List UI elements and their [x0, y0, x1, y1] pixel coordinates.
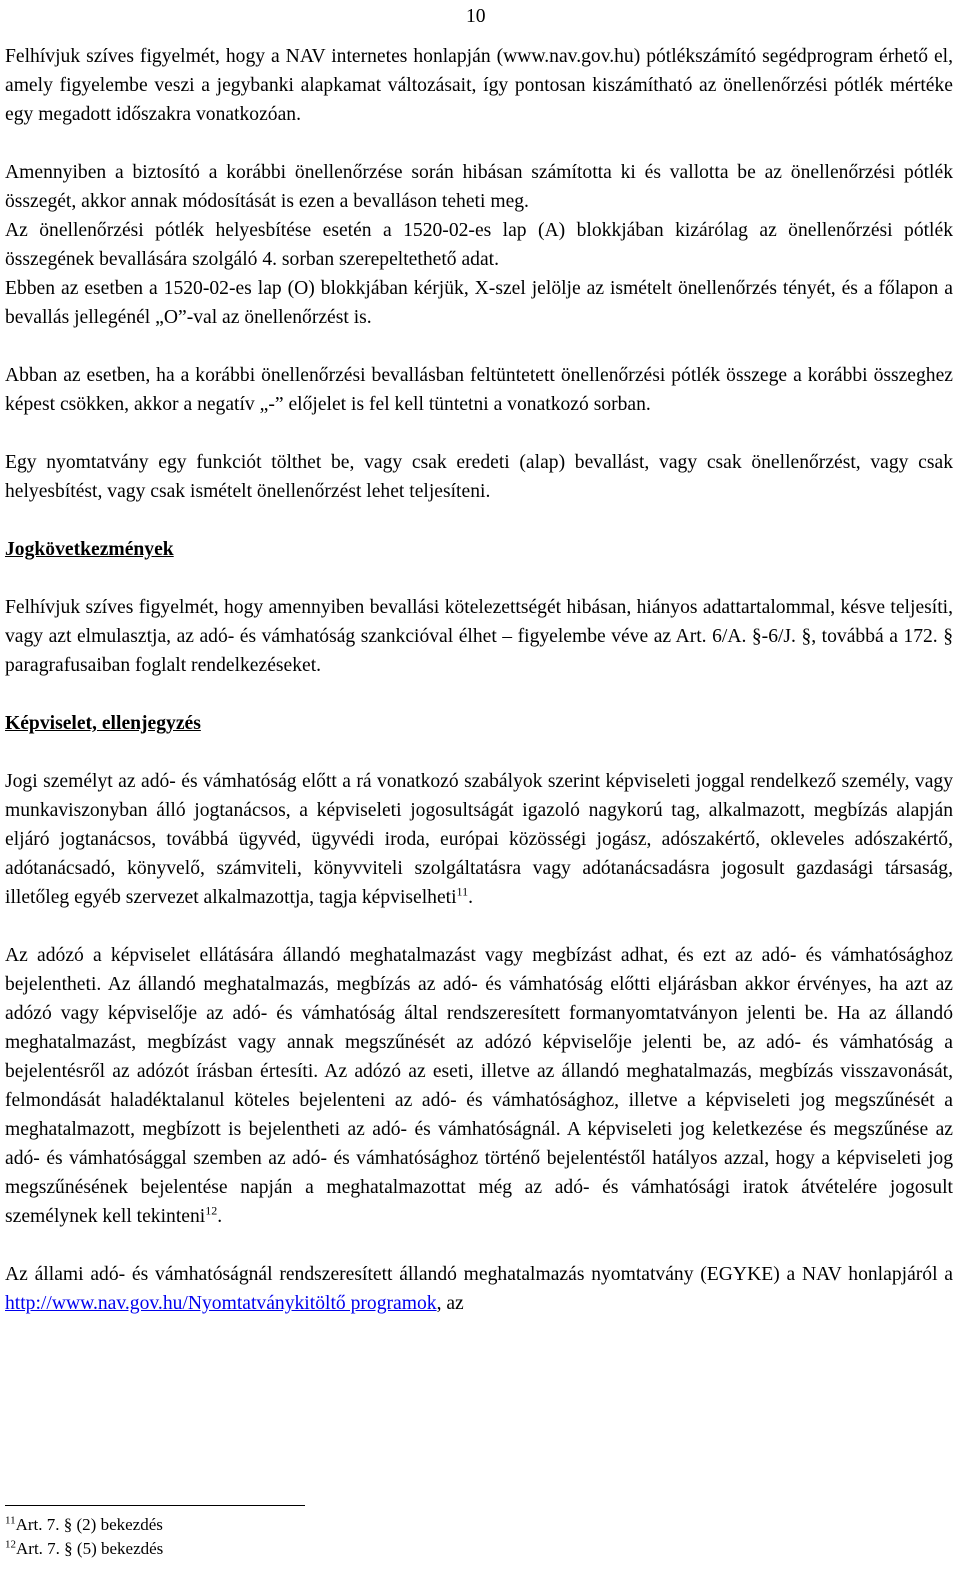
paragraph-insurer-correction: Amennyiben a biztosító a korábbi önellenőrzése során hibásan számította ki és vallotta be az önellenőrzési pótlék összegét, akkor annak módosítását is ezen a bevalláson teheti meg. — [5, 162, 953, 212]
paragraph-one-function: Egy nyomtatvány egy funkciót tölthet be, vagy csak eredeti (alap) bevallást, vagy csak önellenőrzést, vagy csak helyesbítést, vagy csak ismételt önellenőrzést lehet teljesíteni. — [5, 452, 953, 502]
footnote-text: Art. 7. § (5) bekezdés — [16, 1539, 164, 1558]
paragraph-text: Jogi személyt az adó- és vámhatóság előtt a rá vonatkozó szabályok szerint képviseleti joggal rendelkező személy, vagy munkaviszonyban álló jogtanácsos, a képviseleti jogosultságát igazoló nagykorú tag, alkalmazott, megbízás alapján eljáró jogtanácsos, továbbá ügyvéd, ügyvédi iroda, európai közösségi jogász, adószakértő, okleveles adószakértő, adótanácsadó, könyvelő, számviteli, könyvviteli szolgáltatásra vagy adótanácsadásra jogosult gazdasági társaság, illetőleg egyéb szervezet alkalmazottja, tagja képviselheti — [5, 771, 953, 908]
heading-consequences-wrap — [5, 535, 953, 564]
footnote-item — [5, 1537, 163, 1561]
paragraph-sanctions: Felhívjuk szíves figyelmét, hogy amennyiben bevallási kötelezettségét hibásan, hiányos adattartalommal, késve teljesíti, vagy azt elmulasztja, az adó- és vámhatóság szankcióval élhet – figyelembe véve az Art. 6/A. §-6/J. §, továbbá a 172. § paragrafusaiban foglalt rendelkezéseket. — [5, 597, 953, 676]
footnote-ref-11[interactable]: 11 — [456, 884, 469, 899]
page-number: 10 — [466, 6, 486, 27]
paragraph-repeated-selfcheck: Ebben az esetben a 1520-02-es lap (O) blokkjában kérjük, X-szel jelölje az ismételt önellenőrzés tényét, és a főlapon a bevallás jellegénél „O”-val az önellenőrzést is. — [5, 278, 953, 328]
paragraph-egyke-form — [5, 1260, 953, 1318]
heading-representation-wrap — [5, 709, 953, 738]
paragraph-group-correction — [5, 158, 953, 332]
paragraph-text: Az adózó a képviselet ellátására állandó meghatalmazást vagy megbízást adhat, és ezt az adó- és vámhatósághoz bejelentheti. Az állandó meghatalmazás, megbízás az adó- és vámhatóság előtti eljárásban akkor érvényes, ha azt az adózó vagy képviselője az adó- és vámhatóság által rendszeresített formanyomtatványon jelenti be. Ha az állandó meghatalmazást, megbízást vagy annak megszűnését az adózó képviselője jelenti be, az adó- és vámhatóság a bejelentésről az adózót írásban értesíti. Az adózó az eseti, illetve az állandó meghatalmazás, megbízás visszavonását, felmondását haladéktalanul köteles bejelenteni az adó- és vámhatósághoz, illetve a képviseleti jog megszűnését a meghatalmazott, megbízott is bejelentheti az adó- és vámhatóságnál. A képviseleti jog keletkezése és megszűnése az adó- és vámhatósággal szemben az adó- és vámhatósághoz történő bejelentéstől hatályos azzal, hogy a képviseleti jog megszűnésének bejelentése napján a meghatalmazottat még az adó- és vámhatósági iratok átvételére jogosult személynek kell tekinteni — [5, 945, 953, 1227]
paragraph-negative-sign: Abban az esetben, ha a korábbi önellenőrzési bevallásban feltüntetett önellenőrzési pótlék összege a korábbi összeghez képest csökken, akkor a negatív „-” előjelet is fel kell tüntetni a vonatkozó sorban. — [5, 365, 953, 415]
footnote-number: 12 — [5, 1538, 16, 1551]
page-content — [5, 42, 953, 1318]
paragraph-text-tail: , az — [436, 1293, 464, 1314]
footnote-divider — [5, 1505, 305, 1506]
paragraph-permanent-authorization: Az adózó a képviselet ellátására állandó meghatalmazást vagy megbízást adhat, és ezt az adó- és vámhatósághoz bejelentheti. Az állandó meghatalmazás, megbízás az adó- és vámhatóság előtti eljárásban akkor érvényes, ha azt az adózó vagy képviselője az adó- és vámhatóság által rendszeresített formanyomtatványon jelenti be. Ha az állandó meghatalmazást, megbízást vagy annak megszűnését az adózó képviselője jelenti be, az adó- és vámhatóság a bejelentésről az adózót írásban értesíti. Az adózó az eseti, illetve az állandó meghatalmazás, megbízás visszavonását, felmondását haladéktalanul köteles bejelenteni az adó- és vámhatósághoz, illetve a képviseleti jog megszűnését a meghatalmazott, megbízott is bejelentheti az adó- és vámhatóságnál. A képviseleti jog keletkezése és megszűnése az adó- és vámhatósággal szemben az adó- és vámhatósághoz történő bejelentéstől hatályos azzal, hogy a képviseleti jog megszűnésének bejelentése napján a meghatalmazottat még az adó- és vámhatósági iratok átvételére jogosult személynek kell tekinteni$^{12}$. — [5, 945, 953, 1227]
footnote-text: Art. 7. § (2) bekezdés — [15, 1515, 163, 1534]
paragraph-nav-calculator: Felhívjuk szíves figyelmét, hogy a NAV internetes honlapján (www.nav.gov.hu) pótlékszámító segédprogram érhető el, amely figyelembe veszi a jegybanki alapkamat változásait, így pontosan kiszámítható az önellenőrzési pótlék mértéke egy megadott időszakra vonatkozóan. — [5, 46, 953, 125]
paragraph-surcharge-correction: Az önellenőrzési pótlék helyesbítése esetén a 1520-02-es lap (A) blokkjában kizárólag az önellenőrzési pótlék összegének bevallására szolgáló 4. sorban szerepeltethető adat. — [5, 220, 953, 270]
paragraph-text: Az állami adó- és vámhatóságnál rendszeresített állandó meghatalmazás nyomtatvány (EGYKE) a NAV honlapjáról a — [5, 1264, 953, 1285]
footnote-ref-12[interactable]: 12 — [205, 1203, 218, 1218]
paragraph-legal-person-representation: Jogi személyt az adó- és vámhatóság előtt a rá vonatkozó szabályok szerint képviseleti joggal rendelkező személy, vagy munkaviszonyban álló jogtanácsos, a képviseleti jogosultságát igazoló nagykorú tag, alkalmazott, megbízás alapján eljáró jogtanácsos, továbbá ügyvéd, ügyvédi iroda, európai közösségi jogász, adószakértő, okleveles adószakértő, adótanácsadó, könyvelő, számviteli, könyvviteli szolgáltatásra vagy adótanácsadásra jogosult gazdasági társaság, illetőleg egyéb szervezet alkalmazottja, tagja képviselheti$^{11}$. — [5, 771, 953, 908]
heading-representation: Képviselet, ellenjegyzés — [5, 713, 201, 734]
footnotes — [5, 1513, 163, 1561]
heading-consequences: Jogkövetkezmények — [5, 539, 174, 560]
footnote-item — [5, 1513, 163, 1537]
footnote-number: 11 — [5, 1514, 16, 1527]
nav-forms-link[interactable]: http://www.nav.gov.hu/Nyomtatványkitöltő programok — [5, 1293, 437, 1314]
